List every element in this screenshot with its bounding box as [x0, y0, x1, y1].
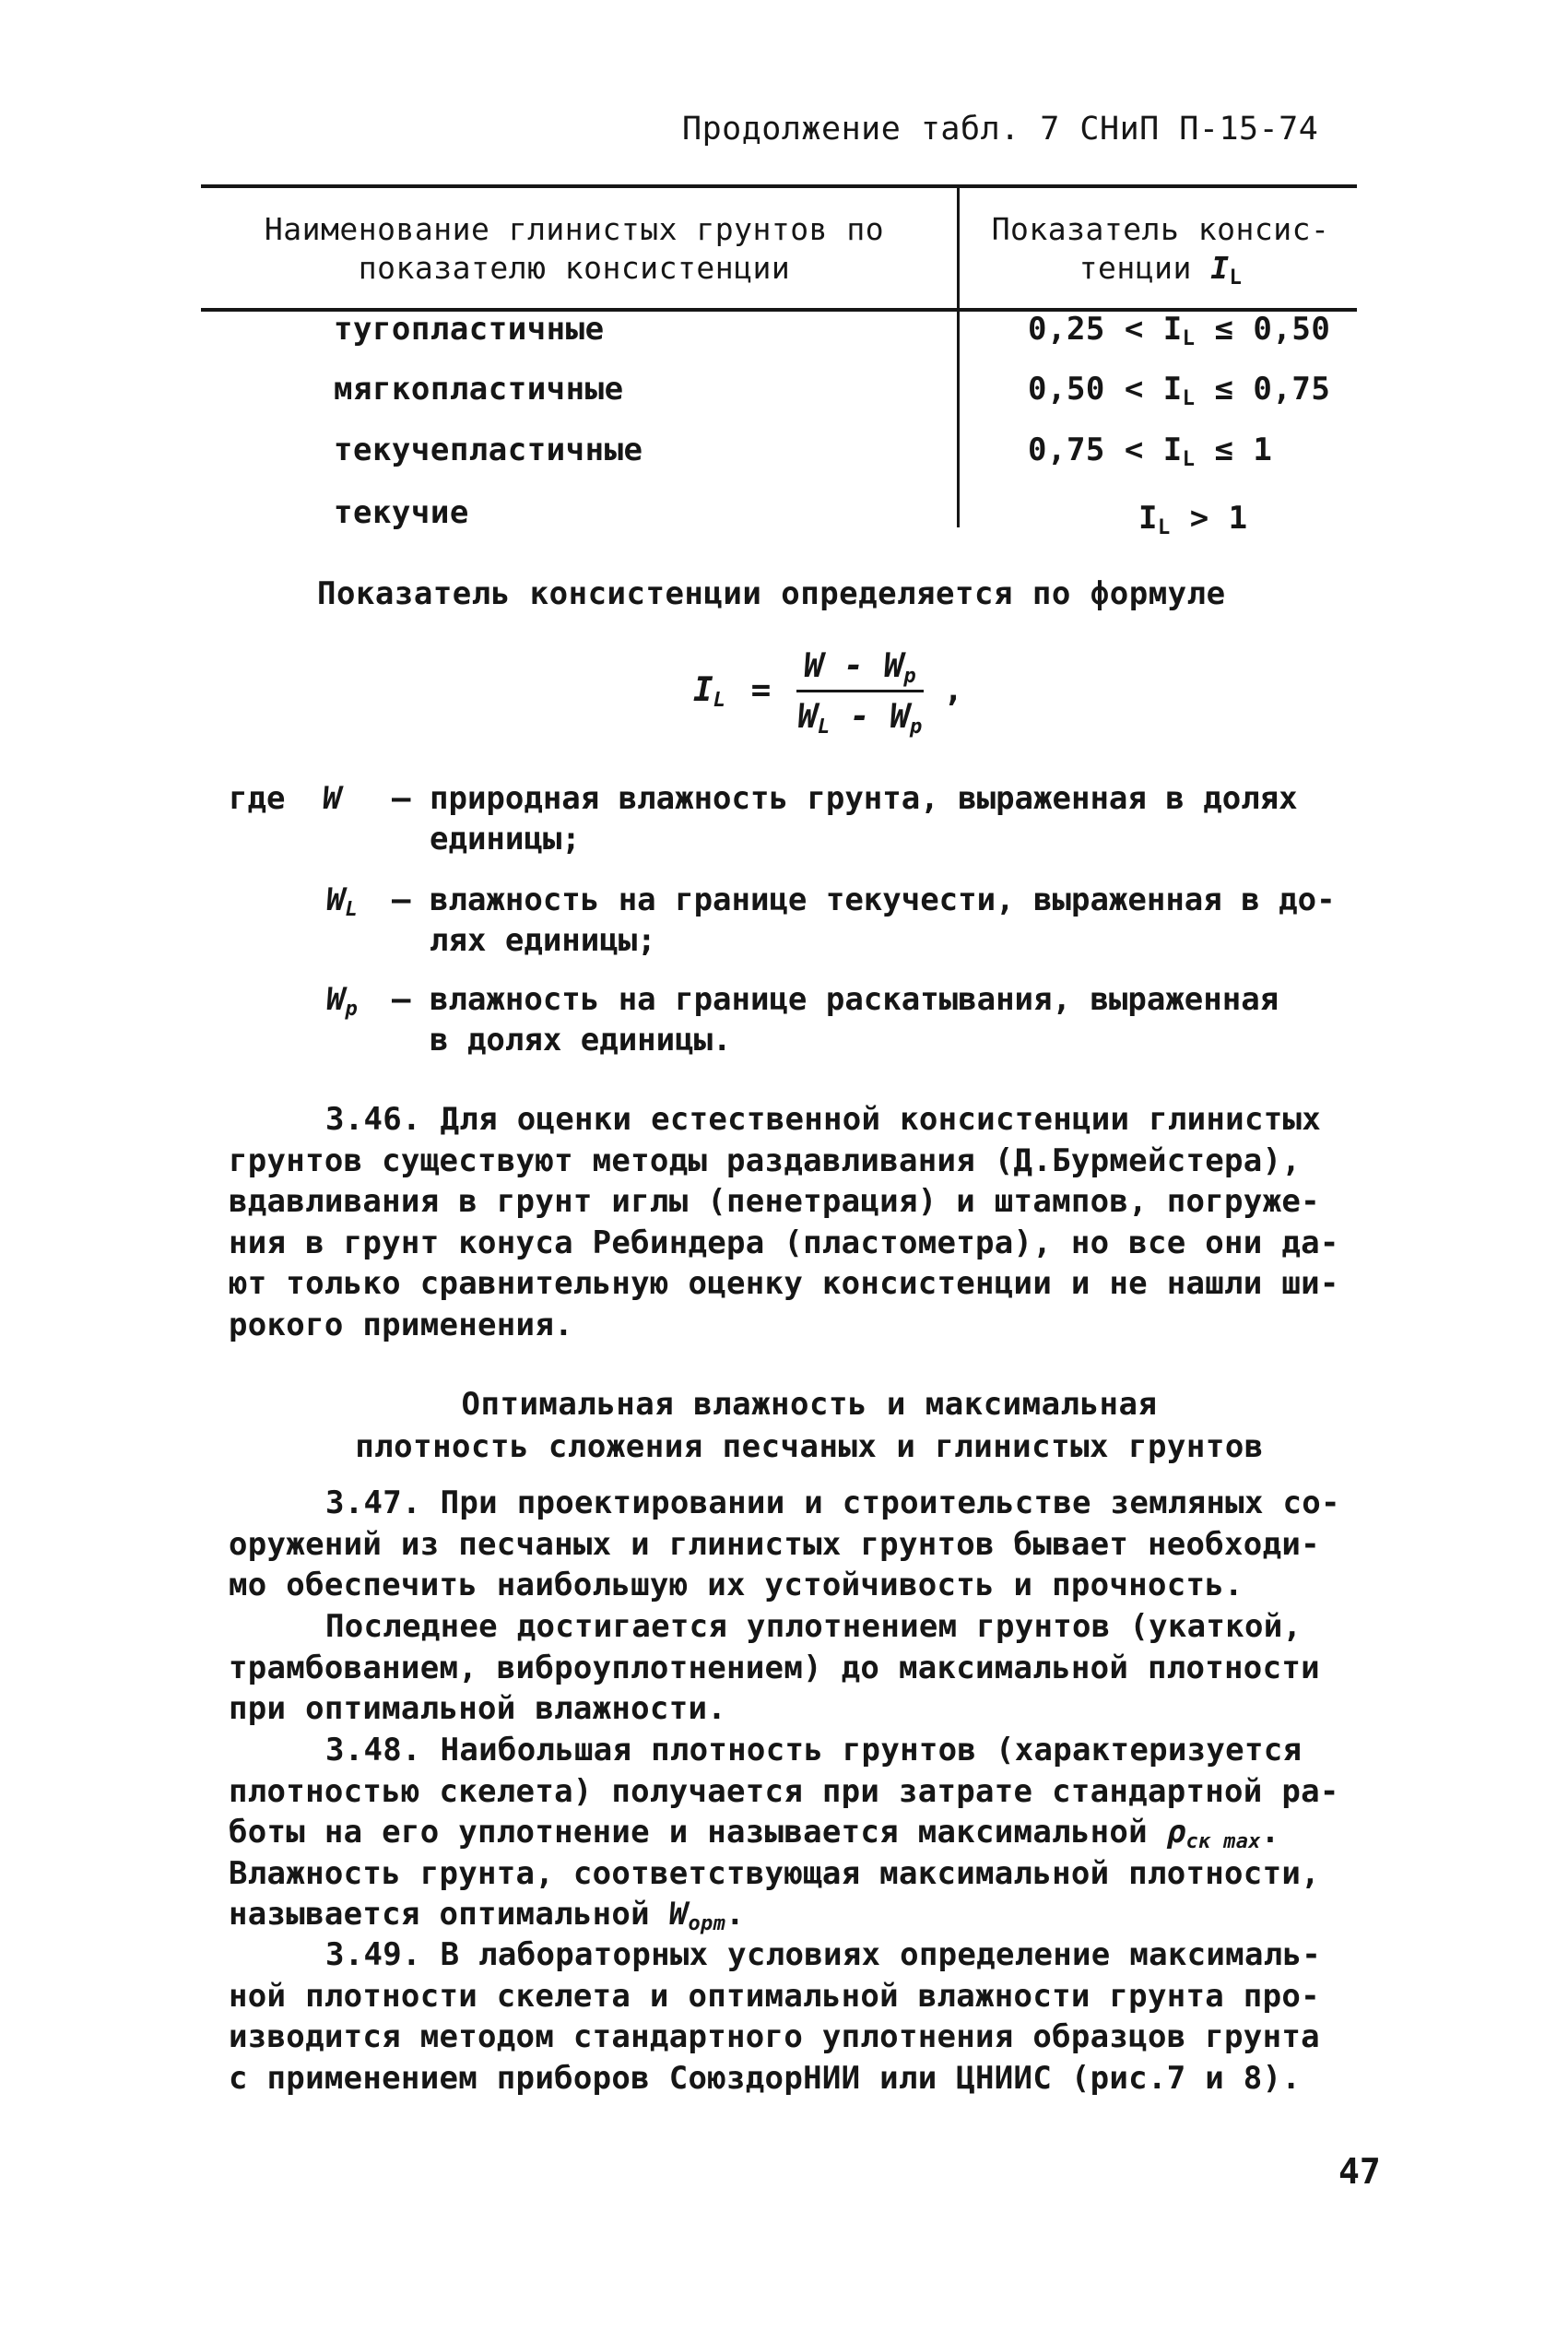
- table-row-name: текучепластичные: [334, 432, 643, 468]
- paragraph-3-49: 3.49. В лабораторных условиях определение максималь- ной плотности скелета и оптимальной влажности грунта про- изводится методом стандартного уплотнения образцов грунта с применением приборов СоюздорНИИ или ЦНИИС (рис.7 и 8).: [229, 1936, 1322, 2097]
- definition-text: природная влажность грунта, выраженная в долях единицы;: [430, 780, 1298, 857]
- table-row-value: $0,50 < I_L \le 0,75$: [1028, 371, 1331, 410]
- definition-text: влажность на границе текучести, выраженная в до- лях единицы;: [430, 881, 1336, 959]
- table-row-value: $0,25 < I_L \le 0,50$: [1028, 311, 1331, 350]
- table-row-name: мягкопластичные: [334, 371, 624, 408]
- table-row-value: $I_L > 1$: [1138, 500, 1248, 539]
- definition-dash: –: [392, 780, 411, 817]
- table-row-name: текучие: [334, 494, 469, 531]
- page-number: 47: [1338, 2151, 1381, 2192]
- section-title: Оптимальная влажность и максимальная плотность сложения песчаных и глинистых грунтов: [355, 1386, 1264, 1465]
- paragraph-3-48: 3.48. Наибольшая плотность грунтов (характеризуется плотностью скелета) получается при затрате стандартной ра- боты на его уплотнение и называется максимальной $\rho_{ск max}$. Влажность грунта, соответствующая максимальной плотности, называется оптимальной $W_{opm}$.: [229, 1732, 1339, 1935]
- table-top-rule: [201, 184, 1357, 188]
- table-header-name: Наименование глинистых грунтов по показателю консистенции: [264, 211, 885, 286]
- paragraph-3-46: 3.46. Для оценки естественной консистенции глинистых грунтов существуют методы раздавливания (Д.Бурмейстера), вдавливания в грунт иглы (пенетрация) и штампов, погруже- ния в грунт конуса Ребиндера (пластометра), но все они да- ют только сравнительную оценку консистенции и не нашли ши- рокого применения.: [229, 1101, 1339, 1343]
- table-continuation-caption: Продолжение табл. 7 СНиП П-15-74: [682, 111, 1319, 148]
- table-header-index: Показатель консис- тенции $I_L$: [991, 211, 1330, 290]
- paragraph-3-47-continued: Последнее достигается уплотнением грунтов (укаткой, трамбованием, виброуплотнением) до максимальной плотности при оптимальной влажности.: [229, 1608, 1320, 1727]
- table-row-name: тугопластичные: [334, 311, 605, 348]
- formula-intro: Показатель консистенции определяется по формуле: [317, 575, 1226, 612]
- table-row-value: $0,75 < I_L \le 1$: [1028, 432, 1273, 471]
- definitions-where: где: [229, 780, 286, 817]
- definition-symbol: $W_p$: [326, 981, 358, 1021]
- paragraph-3-47: 3.47. При проектировании и строительстве земляных со- оружений из песчаных и глинистых грунтов бывает необходи- мо обеспечить наибольшую их устойчивость и прочность.: [229, 1484, 1340, 1603]
- formula: $I_L$ = $\frac{W - W_p}{W_L - W_p}$ ,: [693, 647, 963, 739]
- definition-dash: –: [392, 981, 411, 1018]
- definition-text: влажность на границе раскатывания, выраженная в долях единицы.: [430, 981, 1279, 1059]
- definition-symbol: $W_L$: [326, 881, 358, 921]
- table-column-divider: [957, 186, 960, 527]
- definition-symbol: W: [323, 780, 342, 817]
- definition-dash: –: [392, 881, 411, 918]
